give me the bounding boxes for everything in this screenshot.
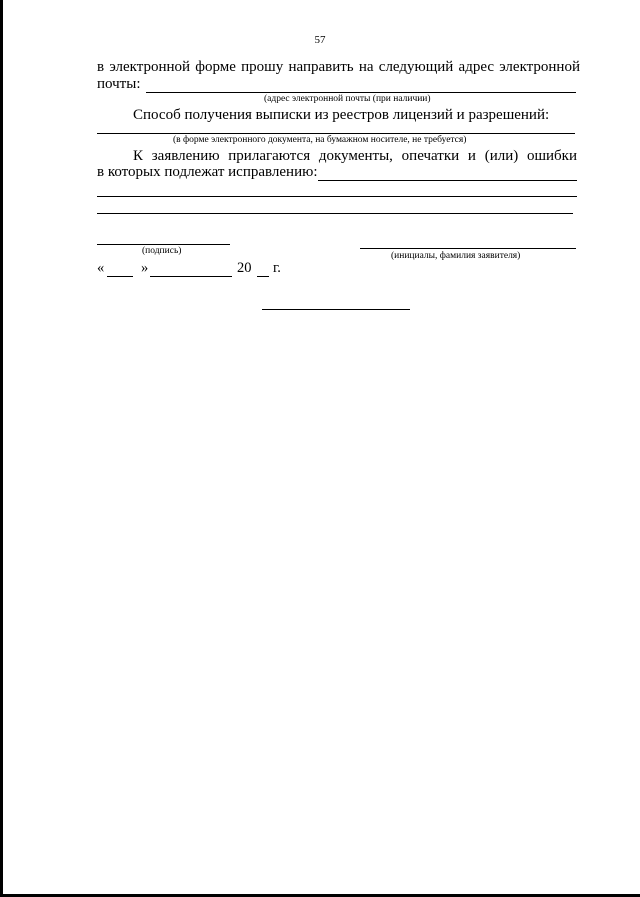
name-caption: (инициалы, фамилия заявителя) [391, 251, 521, 261]
date-close-quote: » [141, 260, 149, 276]
date-year-line [257, 276, 269, 277]
date-day-line [107, 276, 133, 277]
name-line [360, 248, 576, 249]
date-open-quote: « [97, 260, 105, 276]
closing-separator [262, 309, 410, 310]
scan-edge-left [0, 0, 3, 897]
extract-method-line [97, 133, 575, 134]
attachments-line-2 [97, 196, 577, 197]
extract-method-heading: Способ получения выписки из реестров лицензий и разрешений: [133, 107, 550, 123]
date-year-suffix: г. [273, 260, 281, 276]
attachments-text: К заявлению прилагаются документы, опечатки и (или) ошибки [133, 148, 577, 164]
signature-caption: (подпись) [142, 246, 182, 256]
attachments-line-1 [318, 180, 577, 181]
attachments-line-3 [97, 213, 573, 214]
attachments-text-cont: в которых подлежат исправлению: [97, 164, 318, 180]
email-request-text: в электронной форме прошу направить на следующий адрес электронной [97, 59, 580, 75]
date-year-prefix: 20 [237, 260, 252, 276]
page-number: 57 [314, 34, 326, 46]
email-label: почты: [97, 76, 141, 92]
email-input-line [146, 92, 576, 93]
date-month-line [150, 276, 232, 277]
extract-method-caption: (в форме электронного документа, на бумажном носителе, не требуется) [173, 135, 467, 145]
signature-line [97, 244, 230, 245]
email-caption: (адрес электронной почты (при наличии) [264, 94, 431, 104]
